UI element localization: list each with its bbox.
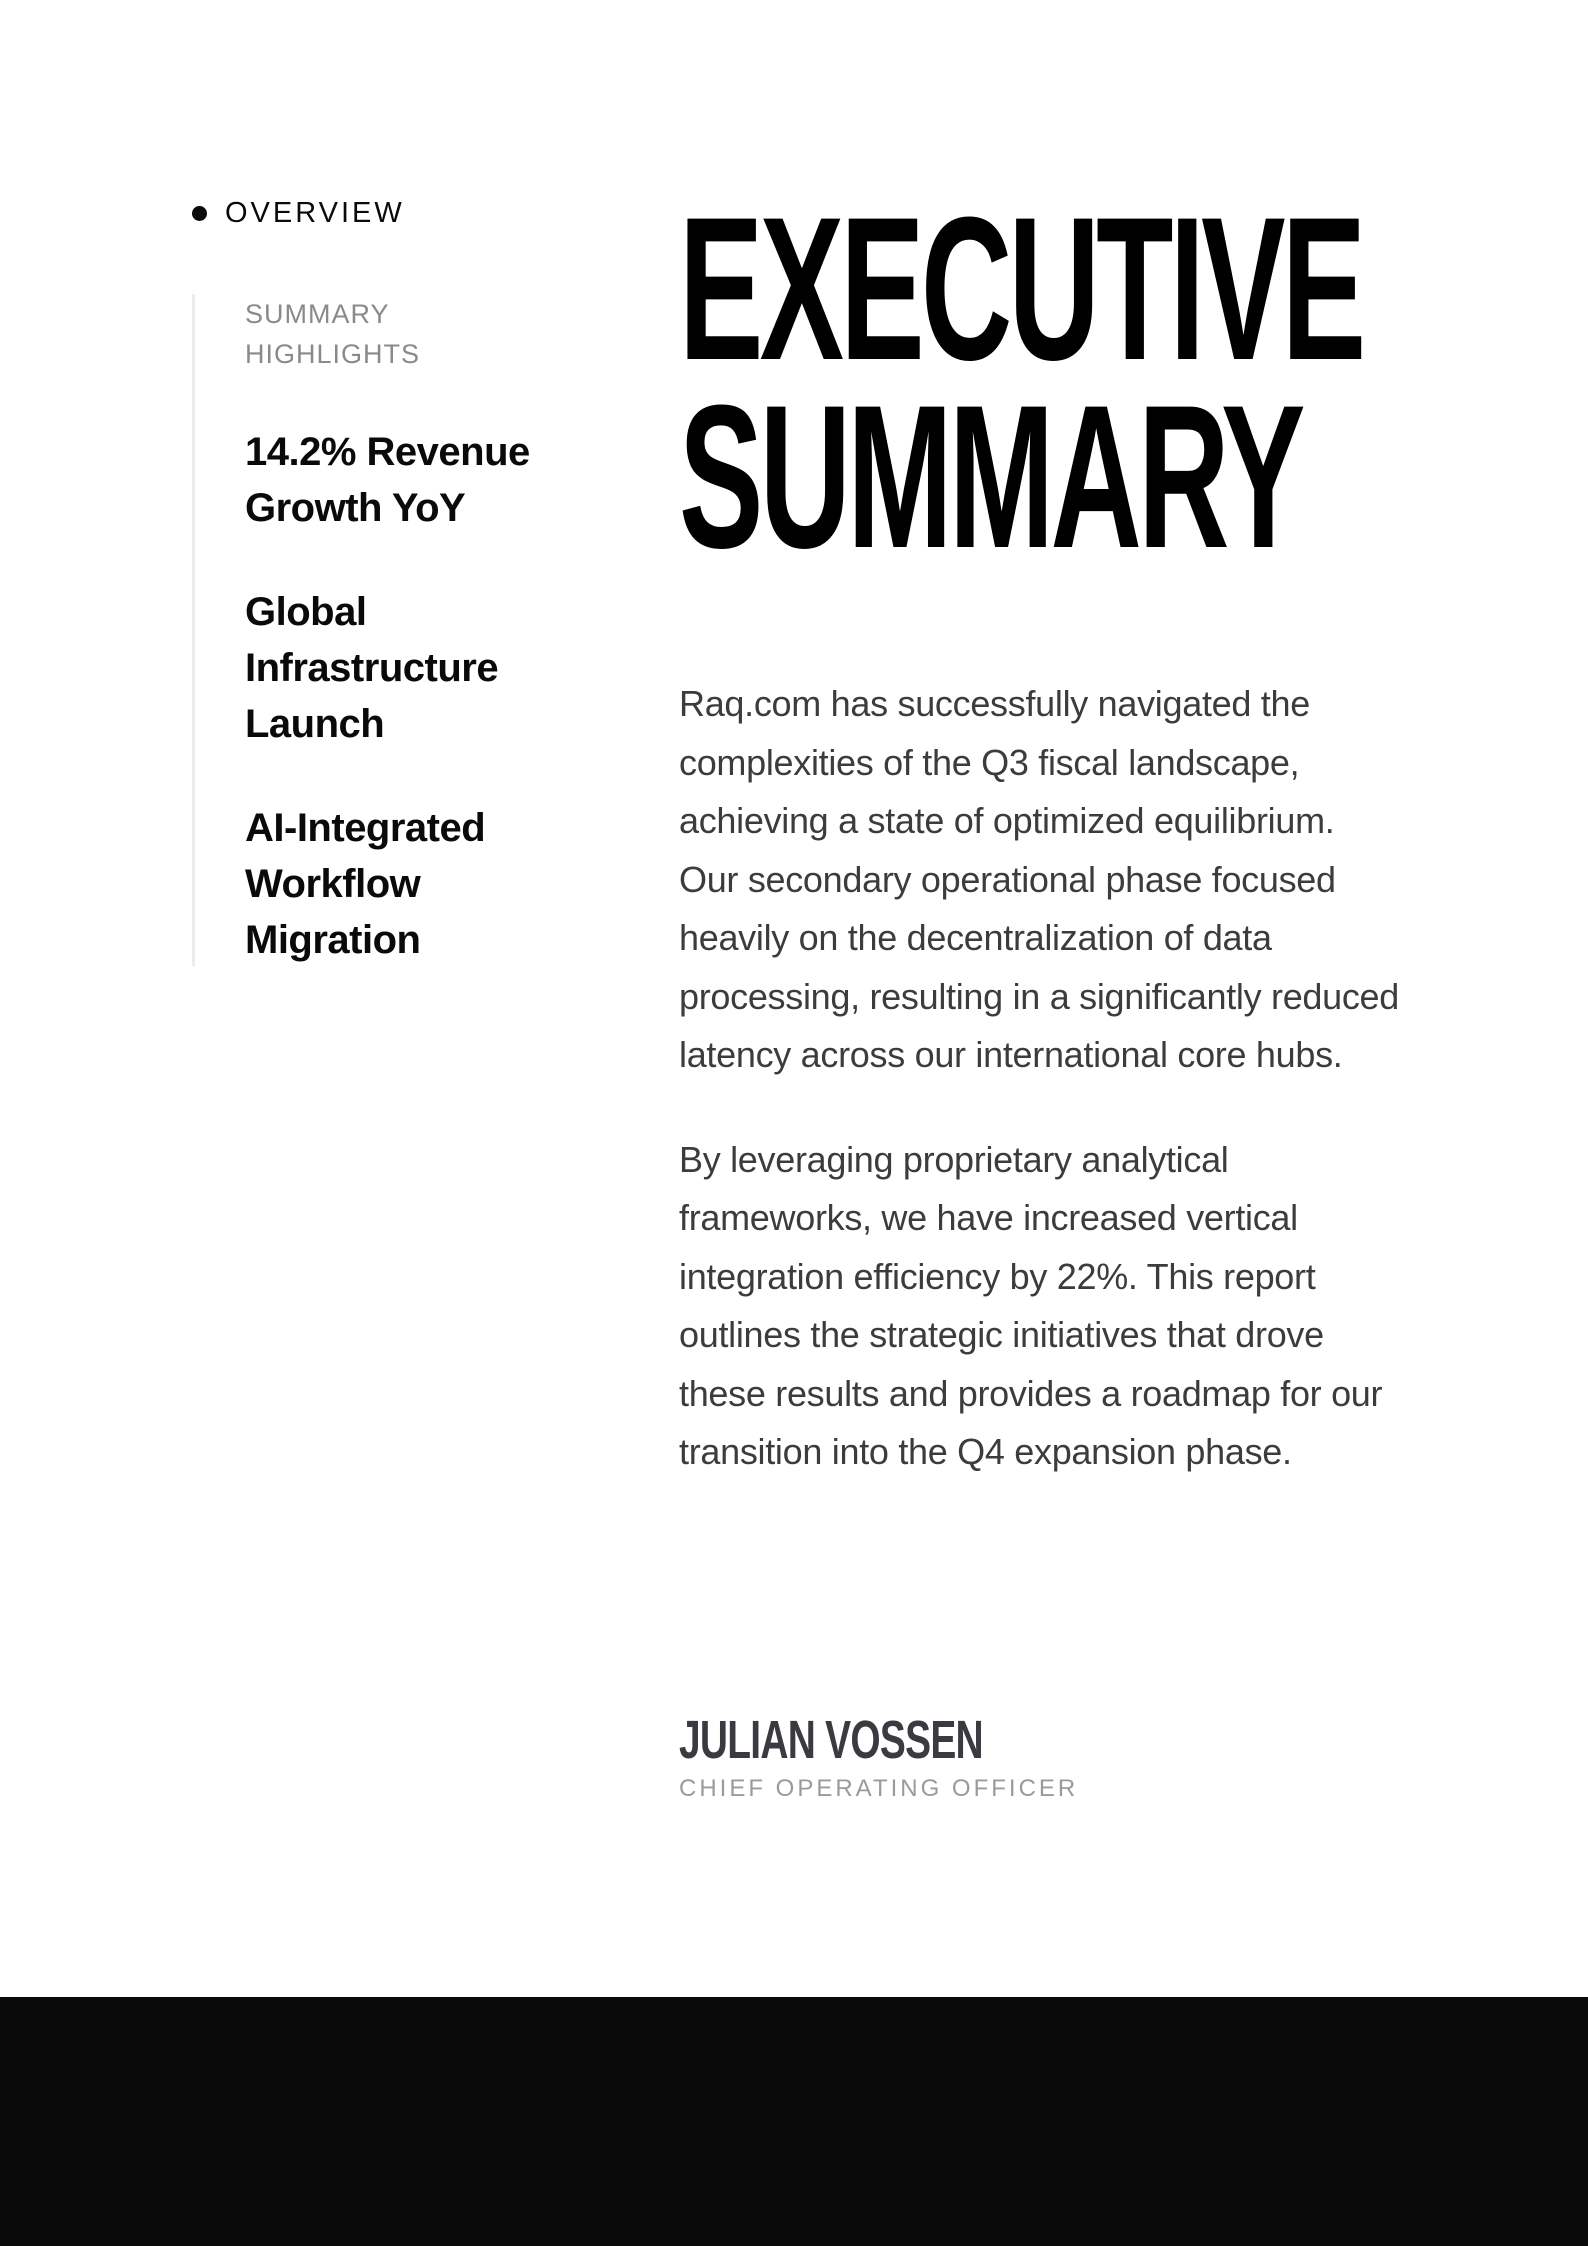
- paragraph-intro: Raq.com has successfully navigated the complexities of the Q3 fiscal landscape, achieving a state of optimized equilibrium. Our secondary operational phase focused heavily on the decentralization of data processing, resulting in a significantly reduced latency across our international core hubs.: [679, 683, 1399, 1075]
- highlights-label: SUMMARY HIGHLIGHTS: [245, 299, 421, 369]
- highlight-list: [245, 424, 592, 968]
- body-text: [679, 675, 1399, 1482]
- section-tag: [192, 190, 612, 236]
- highlight-item-infrastructure-launch: Global Infrastructure Launch: [245, 590, 499, 746]
- main-content: [679, 175, 1399, 1802]
- signer-role: CHIEF OPERATING OFFICER: [679, 1775, 1079, 1802]
- section-label: OVERVIEW: [225, 197, 405, 229]
- signature-block: [679, 1710, 1101, 1804]
- summary-highlights: [192, 294, 592, 966]
- highlight-item-workflow-migration: AI-Integrated Workflow Migration: [245, 806, 486, 962]
- sidebar: [192, 190, 612, 962]
- paragraph-strategy: By leveraging proprietary analytical frameworks, we have increased vertical integration efficiency by 22%. This report outlines the strategic initiatives that drove these results and provides a roadmap for our transition into the Q4 expansion phase.: [679, 1138, 1383, 1472]
- highlight-item-revenue-growth: 14.2% Revenue Growth YoY: [245, 430, 530, 530]
- bullet-dot-icon: [192, 206, 207, 221]
- page-title: [679, 175, 1399, 591]
- signer-name: JULIAN VOSSEN: [679, 1710, 983, 1770]
- page-title-line-2: SUMMARY: [679, 363, 1302, 591]
- footer-band: [0, 1997, 1588, 2246]
- page-title-line-1: EXECUTIVE: [679, 175, 1363, 403]
